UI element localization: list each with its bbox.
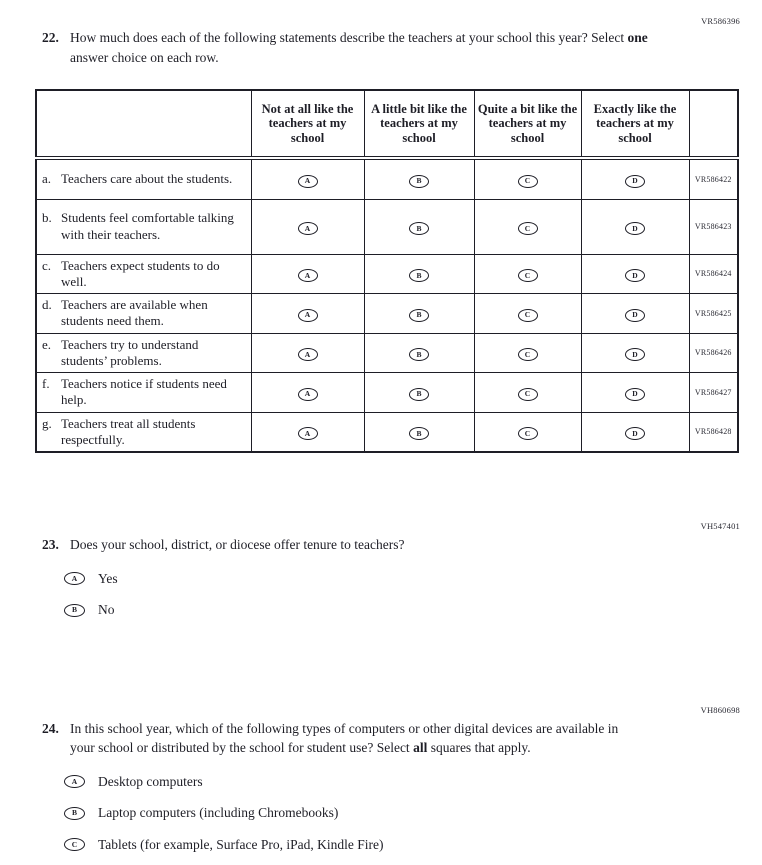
matrix-column-header-3: Quite a bit like the teachers at my school [474,90,581,158]
table-row [36,333,738,373]
row-statement: Teachers are available when students need them. [61,297,208,329]
row-statement-cell [36,412,251,452]
question-23-options [64,570,762,619]
answer-cell [581,254,689,294]
answer-oval[interactable]: D [625,309,645,322]
answer-oval[interactable]: A [298,175,318,188]
question-24-code: VH860698 [700,704,740,715]
answer-oval[interactable]: C [518,269,538,282]
answer-cell [251,373,364,413]
row-statement: Teachers expect students to do well. [61,257,220,289]
answer-oval[interactable]: B [409,222,429,235]
question-24 [42,719,762,758]
row-statement-cell [36,158,251,199]
answer-cell [581,333,689,373]
answer-cell [581,199,689,254]
row-statement-cell [36,373,251,413]
matrix-column-header-1: Not at all like the teachers at my school [251,90,364,158]
row-letter: c. [42,257,52,273]
answer-oval[interactable]: B [409,388,429,401]
answer-oval[interactable]: C [518,427,538,440]
question-24-number: 24. [42,720,59,736]
row-code: VR586425 [689,294,738,334]
answer-cell [474,333,581,373]
answer-oval[interactable]: B [409,309,429,322]
row-letter: f. [42,376,50,392]
question-22-bold-word: one [627,30,648,45]
answer-oval[interactable]: B [409,175,429,188]
option-laptop-computers[interactable] [64,804,762,822]
answer-oval[interactable]: A [64,775,85,788]
question-22-text-after: answer choice on each row. [70,49,219,65]
answer-cell [251,333,364,373]
row-statement-cell [36,294,251,334]
option-tablets[interactable] [64,836,762,854]
option-label: No [98,602,115,618]
question-22-matrix-table [35,89,739,453]
answer-cell [251,254,364,294]
question-23-code: VH547401 [700,521,740,532]
row-letter: g. [42,415,52,431]
question-24-text-before: In this school year, which of the following types of computers or other digital devices are available in your school or distributed by the school for student use? Select [70,720,619,756]
answer-oval[interactable]: D [625,175,645,188]
matrix-code-header [689,90,738,158]
answer-oval[interactable]: D [625,269,645,282]
answer-cell [251,158,364,199]
question-23-text: Does your school, district, or diocese offer tenure to teachers? [70,537,405,553]
answer-cell [364,333,474,373]
row-statement: Students feel comfortable talking with their teachers. [61,210,234,242]
matrix-header-row [36,90,738,158]
question-22-text [70,28,670,67]
answer-cell [581,373,689,413]
matrix-stub-header [36,90,251,158]
answer-cell [474,412,581,452]
row-code: VR586427 [689,373,738,413]
answer-oval[interactable]: C [518,388,538,401]
row-statement: Teachers notice if students need help. [61,376,227,408]
option-no[interactable] [64,601,762,619]
table-row [36,412,738,452]
answer-oval[interactable]: A [64,572,85,585]
answer-cell [364,373,474,413]
row-letter: a. [42,171,52,187]
question-24-text-after: squares that apply. [427,740,531,756]
answer-oval[interactable]: B [64,807,85,820]
option-label: Tablets (for example, Surface Pro, iPad, Kindle Fire) [98,837,384,852]
row-statement: Teachers try to understand students’ problems. [61,336,199,368]
answer-oval[interactable]: D [625,222,645,235]
option-label: Desktop computers [98,773,203,789]
answer-oval[interactable]: C [518,175,538,188]
answer-cell [364,412,474,452]
answer-cell [581,294,689,334]
answer-cell [474,294,581,334]
row-letter: b. [42,210,52,226]
answer-oval[interactable]: B [409,269,429,282]
row-code: VR586426 [689,333,738,373]
answer-cell [364,158,474,199]
answer-oval[interactable]: B [64,604,85,617]
answer-oval[interactable]: A [298,427,318,440]
answer-oval[interactable]: B [409,427,429,440]
row-statement-cell [36,333,251,373]
matrix-column-header-4: Exactly like the teachers at my school [581,90,689,158]
option-label: Laptop computers (including Chromebooks) [98,805,339,821]
table-row [36,199,738,254]
answer-oval[interactable]: A [298,309,318,322]
row-code: VR586422 [689,158,738,199]
row-statement: Teachers care about the students. [61,171,233,187]
answer-oval[interactable]: D [625,348,645,361]
answer-oval[interactable]: A [298,388,318,401]
row-code: VR586423 [689,199,738,254]
answer-oval[interactable]: D [625,388,645,401]
question-22-number: 22. [42,30,59,45]
question-24-bold-word: all [413,740,428,756]
row-letter: e. [42,336,52,352]
answer-cell [364,199,474,254]
answer-cell [581,412,689,452]
answer-cell [581,158,689,199]
answer-oval[interactable]: C [518,309,538,322]
answer-cell [474,373,581,413]
answer-oval[interactable]: C [518,222,538,235]
question-24-options [64,773,762,854]
row-letter: d. [42,297,52,313]
answer-cell [474,158,581,199]
table-row [36,373,738,413]
answer-cell [474,199,581,254]
table-row [36,254,738,294]
answer-cell [251,412,364,452]
question-23 [42,535,762,555]
answer-cell [364,294,474,334]
answer-oval[interactable]: A [298,348,318,361]
answer-oval[interactable]: C [518,348,538,361]
row-statement-cell [36,199,251,254]
answer-oval[interactable]: A [298,269,318,282]
option-label: Yes [98,570,118,586]
table-row [36,158,738,199]
answer-oval[interactable]: C [64,838,85,851]
row-code: VR586428 [689,412,738,452]
question-22-code: VR586396 [701,16,740,26]
option-desktop-computers[interactable] [64,773,762,791]
row-statement-cell [36,254,251,294]
option-yes[interactable] [64,570,762,588]
question-24-text [70,719,630,758]
question-23-number: 23. [42,537,59,553]
answer-cell [251,294,364,334]
row-code: VR586424 [689,254,738,294]
matrix-column-header-2: A little bit like the teachers at my school [364,90,474,158]
answer-oval[interactable]: B [409,348,429,361]
answer-oval[interactable]: D [625,427,645,440]
answer-cell [474,254,581,294]
question-22-text-before: How much does each of the following statements describe the teachers at your school this year? Select [70,30,628,45]
question-22 [42,28,762,67]
answer-oval[interactable]: A [298,222,318,235]
row-statement: Teachers treat all students respectfully. [61,415,196,447]
answer-cell [251,199,364,254]
answer-cell [364,254,474,294]
table-row [36,294,738,334]
